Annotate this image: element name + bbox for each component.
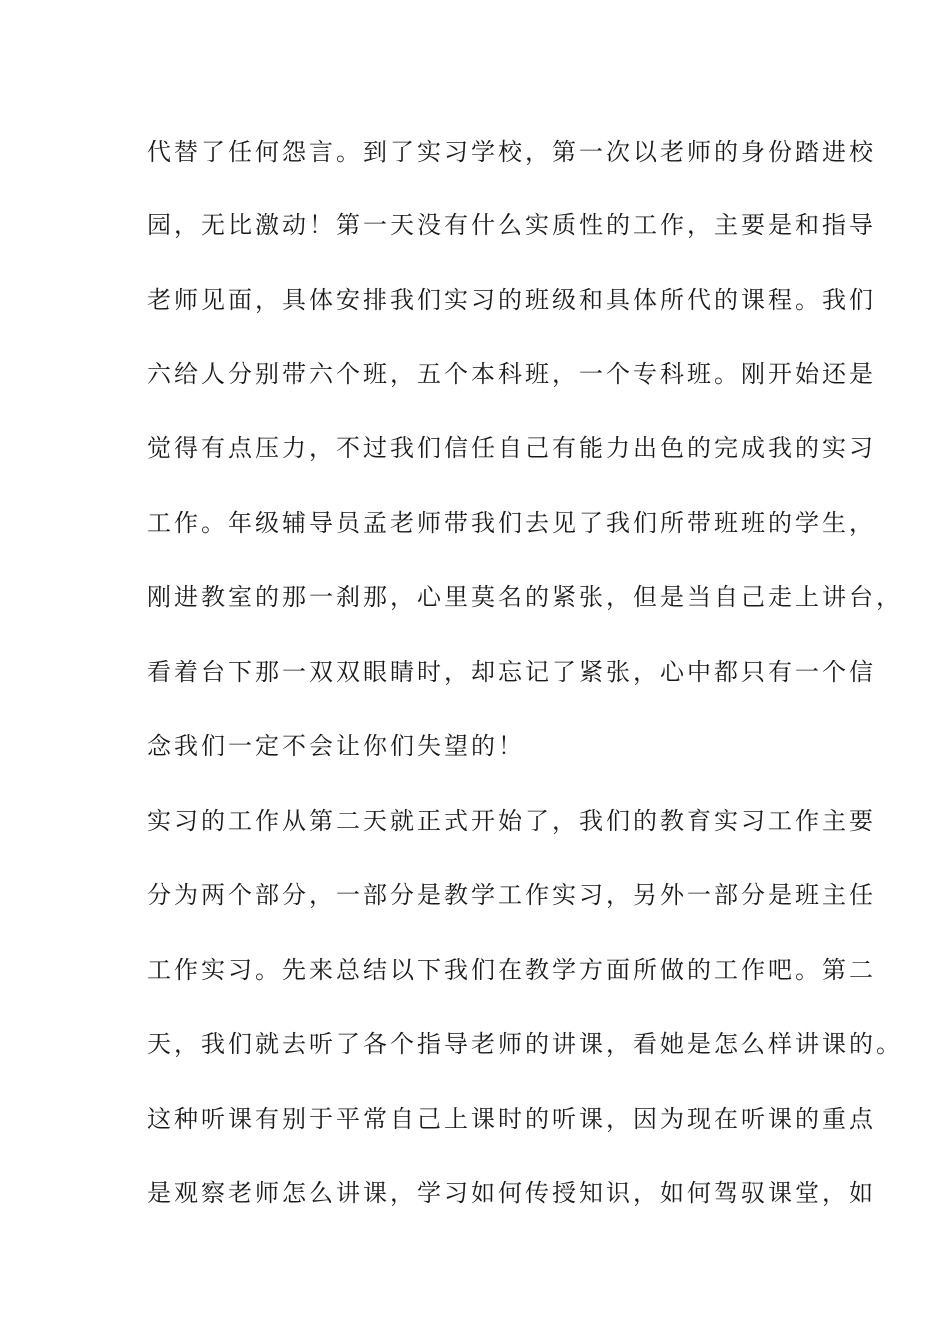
text-line: 看着台下那一双双眼睛时，却忘记了紧张，心中都只有一个信: [147, 658, 876, 686]
text-line: 念我们一定不会让你们失望的！: [147, 732, 525, 760]
text-line: 工作。年级辅导员孟老师带我们去见了我们所带班班的学生，: [147, 509, 876, 537]
text-line: 六给人分别带六个班，五个本科班，一个专科班。刚开始还是: [147, 360, 876, 388]
text-line: 工作实习。先来总结以下我们在教学方面所做的工作吧。第二: [147, 956, 876, 984]
text-line: 天，我们就去听了各个指导老师的讲课，看她是怎么样讲课的。: [147, 1030, 903, 1058]
text-line: 分为两个部分，一部分是教学工作实习，另外一部分是班主任: [147, 881, 876, 909]
text-line: 是观察老师怎么讲课，学习如何传授知识，如何驾驭课堂，如: [147, 1179, 876, 1207]
text-line: 刚进教室的那一刹那，心里莫名的紧张，但是当自己走上讲台，: [147, 583, 903, 611]
text-line: 实习的工作从第二天就正式开始了，我们的教育实习工作主要: [147, 807, 876, 835]
text-line: 这种听课有别于平常自己上课时的听课，因为现在听课的重点: [147, 1105, 876, 1133]
text-line: 觉得有点压力，不过我们信任自己有能力出色的完成我的实习: [147, 434, 876, 462]
text-line: 代替了任何怨言。到了实习学校，第一次以老师的身份踏进校: [147, 138, 876, 166]
text-line: 园，无比激动！第一天没有什么实质性的工作，主要是和指导: [147, 211, 876, 239]
text-line: 老师见面，具体安排我们实习的班级和具体所代的课程。我们: [147, 286, 876, 314]
